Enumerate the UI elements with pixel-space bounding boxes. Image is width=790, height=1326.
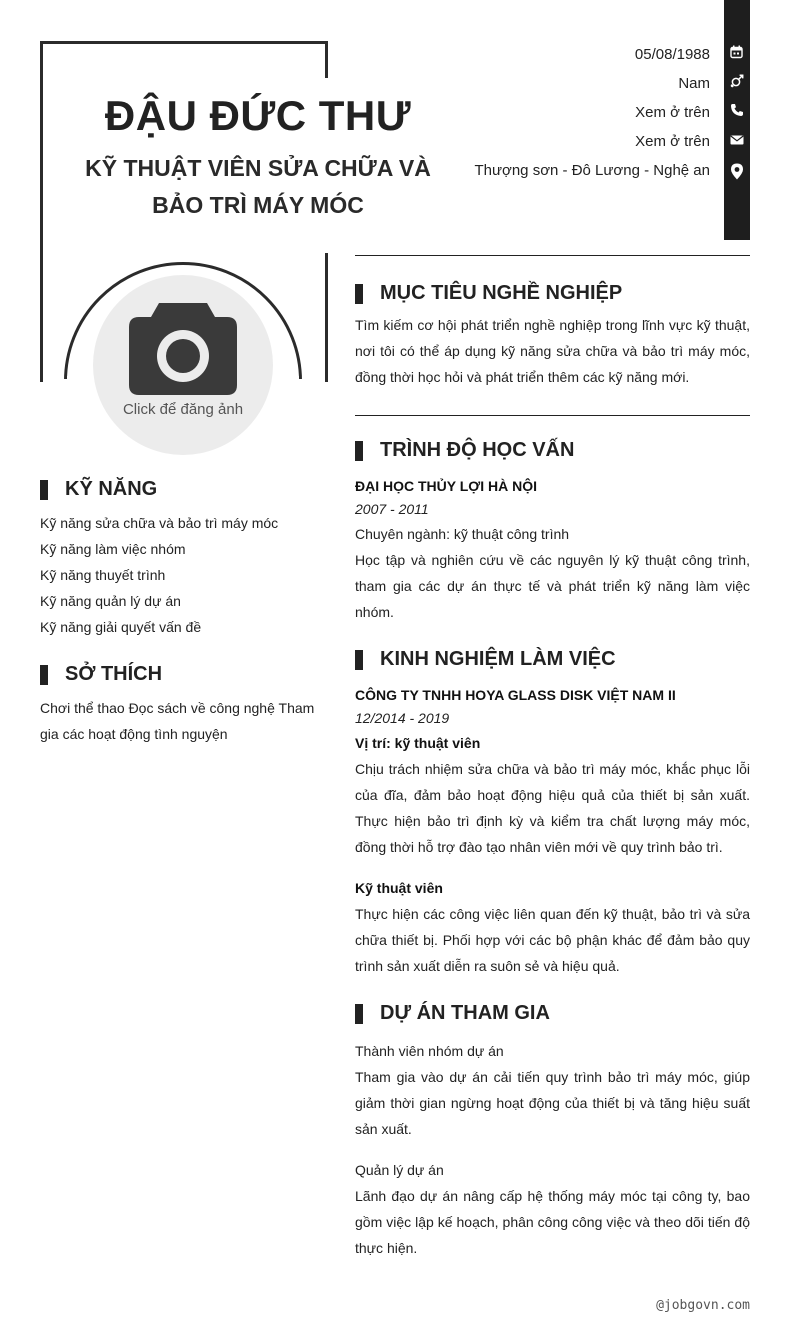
project-role: Thành viên nhóm dự án: [355, 1043, 504, 1059]
contact-info: [450, 40, 710, 182]
experience-heading-text: KINH NGHIỆM LÀM VIỆC: [380, 648, 616, 670]
heading-marker: [40, 665, 48, 685]
objective-heading-text: MỤC TIÊU NGHỀ NGHIỆP: [380, 282, 623, 304]
camera-icon: [129, 301, 237, 395]
heading-marker: [355, 284, 363, 304]
gender-text: Nam: [678, 75, 710, 92]
education-heading: [355, 439, 574, 462]
project-role: Quản lý dự án: [355, 1162, 444, 1178]
heading-marker: [355, 441, 363, 461]
project-description: Lãnh đạo dự án nâng cấp hệ thống máy móc tại công ty, bao gồm việc lập kế hoạch, phân công công việc và theo dõi tiến độ thực hiện.: [355, 1188, 750, 1256]
skill-item: Kỹ năng làm việc nhóm: [40, 541, 186, 557]
experience-position: Vị trí: kỹ thuật viên: [355, 735, 481, 751]
divider: [355, 415, 750, 416]
skill-item: Kỹ năng quản lý dự án: [40, 593, 181, 609]
photo-upload-label: Click để đăng ảnh: [122, 401, 244, 418]
projects-heading: [355, 1002, 550, 1025]
calendar-icon: [730, 45, 744, 59]
education-heading-text: TRÌNH ĐỘ HỌC VẤN: [380, 439, 575, 461]
projects-heading-text: DỰ ÁN THAM GIA: [380, 1002, 550, 1024]
skill-item: Kỹ năng giải quyết vấn đề: [40, 619, 202, 635]
hobbies-text: Chơi thể thao Đọc sách về công nghệ Tham gia các hoạt động tình nguyện: [40, 700, 315, 742]
address-text: Thượng sơn - Đô Lương - Nghệ an: [474, 162, 710, 179]
education-major: Chuyên ngành: kỹ thuật công trình: [355, 526, 570, 542]
skills-heading-text: KỸ NĂNG: [65, 478, 158, 500]
hobbies-heading-text: SỞ THÍCH: [65, 663, 163, 685]
company-name: CÔNG TY TNHH HOYA GLASS DISK VIỆT NAM II: [355, 687, 676, 703]
objective-heading: [355, 282, 622, 305]
footer-watermark: @jobgovn.com: [656, 1298, 750, 1313]
education-description: Học tập và nghiên cứu về các nguyên lý kỹ thuật công trình, tham gia các dự án thực tế và phát triển kỹ năng làm việc nhóm.: [355, 552, 750, 620]
mail-icon: [730, 133, 744, 147]
skill-item: Kỹ năng sửa chữa và bảo trì máy móc: [40, 515, 279, 531]
gender-icon: [730, 74, 744, 88]
contact-icon-bar: [724, 0, 750, 240]
experience-heading: [355, 648, 616, 671]
candidate-name: ĐẬU ĐỨC THƯ: [104, 92, 412, 139]
school-name: ĐẠI HỌC THỦY LỢI HÀ NỘI: [355, 478, 538, 494]
hobbies-heading: [40, 663, 162, 686]
phone-text: Xem ở trên: [635, 104, 710, 121]
objective-text: Tìm kiếm cơ hội phát triển nghề nghiệp trong lĩnh vực kỹ thuật, nơi tôi có thể áp dụng kỹ năng sửa chữa và bảo trì máy móc, đồng thời học hỏi và phát triển thêm các kỹ năng mới.: [355, 317, 750, 385]
heading-marker: [40, 480, 48, 500]
birthday-text: 05/08/1988: [634, 46, 710, 63]
experience-description: Chịu trách nhiệm sửa chữa và bảo trì máy móc, khắc phục lỗi của đĩa, đảm bảo hoạt động hiệu quả của thiết bị sản xuất. Thực hiện bảo trì định kỳ và kiểm tra chất lượng máy móc, đồng thời hỗ trợ đào tạo nhân viên mới về quy trình bảo trì.: [355, 761, 750, 855]
email-text: Xem ở trên: [635, 133, 710, 150]
experience-period: 12/2014 - 2019: [355, 710, 450, 726]
heading-marker: [355, 650, 363, 670]
job-title: KỸ THUẬT VIÊN SỬA CHỮA VÀ BẢO TRÌ MÁY MÓC: [85, 155, 431, 218]
skills-list: [40, 510, 330, 640]
experience-role2-description: Thực hiện các công việc liên quan đến kỹ thuật, bảo trì và sửa chữa thiết bị. Phối hợp với các bộ phận khác để đảm bảo quy trình sản xuất diễn ra suôn sẻ và hiệu quả.: [355, 906, 750, 974]
skill-item: Kỹ năng thuyết trình: [40, 567, 166, 583]
divider: [355, 255, 750, 256]
photo-upload[interactable]: [93, 275, 273, 455]
project-description: Tham gia vào dự án cải tiến quy trình bảo trì máy móc, giúp giảm thời gian ngừng hoạt động của thiết bị và tăng hiệu suất sản xuất.: [355, 1069, 750, 1137]
experience-role2: Kỹ thuật viên: [355, 880, 443, 896]
education-period: 2007 - 2011: [355, 501, 429, 517]
location-icon: [730, 163, 744, 180]
heading-marker: [355, 1004, 363, 1024]
phone-icon: [730, 103, 744, 117]
skills-heading: [40, 478, 157, 501]
